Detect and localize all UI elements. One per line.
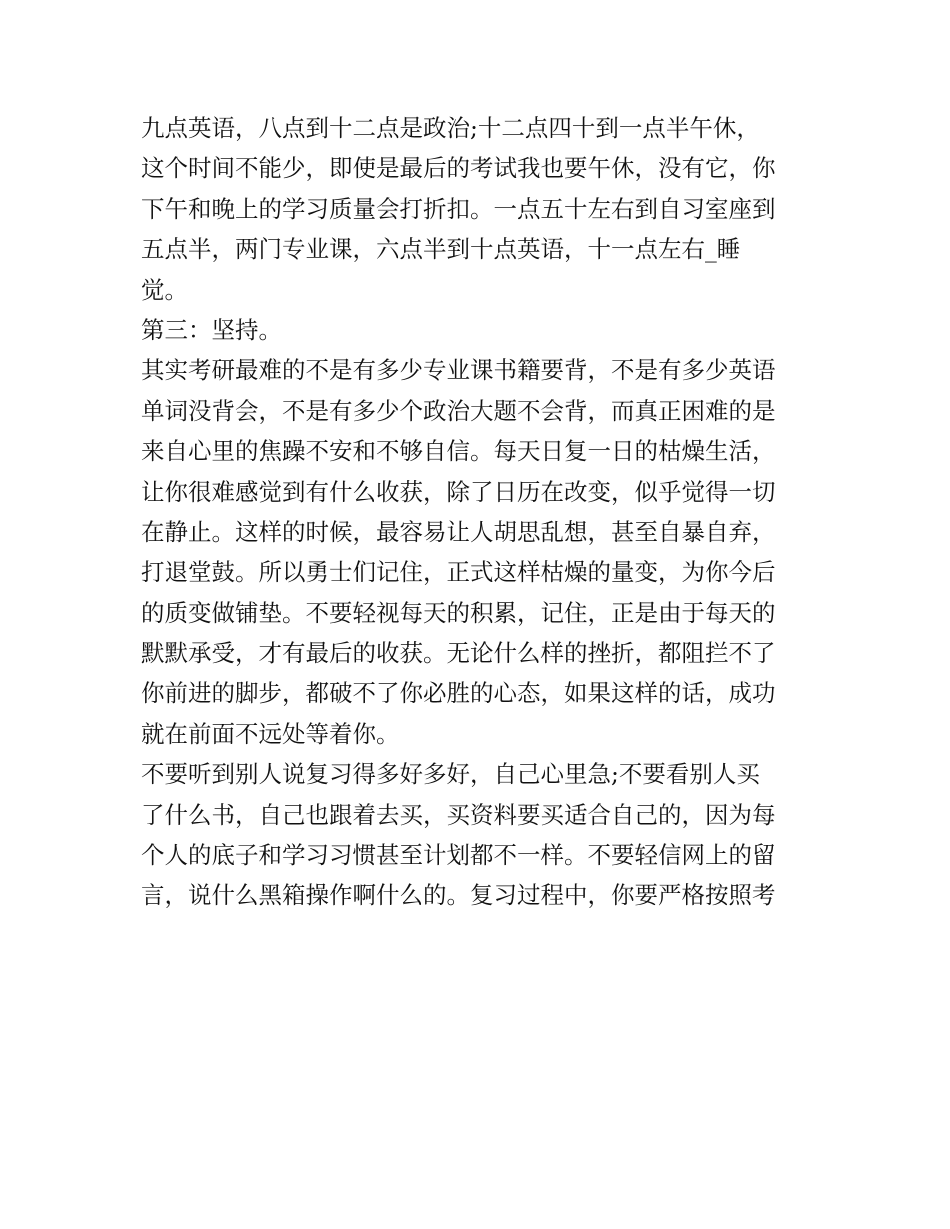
text-line: 其实考研最难的不是有多少专业课书籍要背，不是有多少英语 — [141, 356, 776, 385]
text-line: 就在前面不远处等着你。 — [141, 719, 400, 748]
text-line: 九点英语，八点到十二点是政治;十二点四十到一点半午休， — [141, 114, 760, 142]
text-line: 你前进的脚步，都破不了你必胜的心态，如果这样的话，成功 — [141, 679, 776, 708]
document-body — [141, 108, 821, 916]
text-line: 觉。 — [141, 275, 188, 304]
text-line: 的质变做铺垫。不要轻视每天的积累，记住，正是由于每天的 — [141, 598, 776, 627]
text-line: 打退堂鼓。所以勇士们记住，正式这样枯燥的量变，为你今后 — [141, 558, 776, 587]
section-heading: 第三：坚持。 — [141, 315, 282, 344]
text-line: 在静止。这样的时候，最容易让人胡思乱想，甚至自暴自弃， — [141, 517, 776, 546]
text-line: 来自心里的焦躁不安和不够自信。每天日复一日的枯燥生活， — [141, 437, 776, 466]
text-line: 单词没背会，不是有多少个政治大题不会背，而真正困难的是 — [141, 396, 776, 425]
text-line: 下午和晚上的学习质量会打折扣。一点五十左右到自习室座到 — [141, 194, 776, 223]
text-line: 让你很难感觉到有什么收获，除了日历在改变，似乎觉得一切 — [141, 477, 776, 506]
text-line: 个人的底子和学习习惯甚至计划都不一样。不要轻信网上的留 — [141, 841, 776, 870]
text-line: 了什么书，自己也跟着去买，买资料要买适合自己的，因为每 — [141, 800, 776, 829]
text-line: 五点半，两门专业课，六点半到十点英语，十一点左右_睡 — [141, 235, 741, 264]
text-line: 默默承受，才有最后的收获。无论什么样的挫折，都阻拦不了 — [141, 639, 776, 668]
text-line: 这个时间不能少，即使是最后的考试我也要午休，没有它，你 — [141, 154, 776, 183]
text-line: 不要听到别人说复习得多好多好，自己心里急;不要看别人买 — [141, 760, 760, 789]
text-line: 言，说什么黑箱操作啊什么的。复习过程中，你要严格按照考 — [141, 881, 776, 910]
